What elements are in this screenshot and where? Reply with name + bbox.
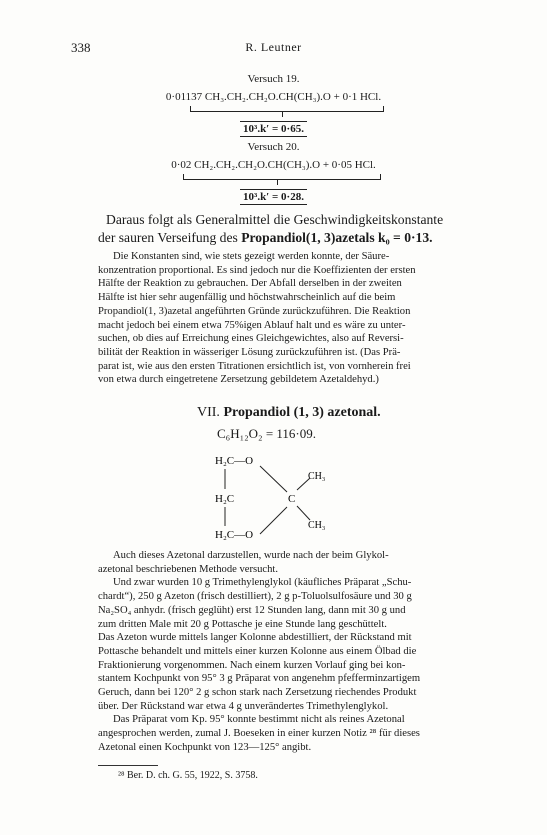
- conclusion-constant: Propandiol(1, 3)azetals k₀ = 0·13.: [241, 230, 433, 245]
- structure-top-left: H₂C—O: [215, 455, 254, 467]
- experiment-20-bracket: [183, 174, 381, 180]
- discussion-line: macht jedoch bei einem etwa 75%igen Ablauf halt und es wäre zu unter-: [98, 319, 406, 331]
- conclusion: [98, 211, 486, 247]
- experiment-19-bracket-stem: [282, 111, 283, 117]
- body-line: über. Der Rückstand war etwa 4 g unverändertes Trimethylenglykol.: [98, 700, 389, 712]
- experiment-20-result: 10³.k′ = 0·28.: [240, 189, 307, 205]
- bond-top-o-to-c: [260, 466, 287, 492]
- discussion-line: Die Konstanten sind, wie stets gezeigt werden konnte, der Säure-: [113, 251, 390, 262]
- body-line: Und zwar wurden 10 g Trimethylenglykol (käufliches Präparat „Schu-: [113, 577, 412, 589]
- experiment-19-formula: 0·01137 CH₃.CH₂.CH₂O.CH(CH₃).O + 0·1 HCl.: [165, 91, 382, 103]
- experiment-20-bracket-stem: [277, 179, 278, 185]
- conclusion-line-2-text: der sauren Verseifung des: [98, 230, 242, 245]
- structure-top-right: CH₃: [308, 471, 326, 482]
- experiment-20-formula: 0·02 CH₂.CH₂.CH₂O.CH(CH₃).O + 0·05 HCl.: [171, 159, 376, 171]
- structure-bot-left: H₂C—O: [215, 529, 254, 541]
- discussion-line: bilität der Reaktion in wässeriger Lösung zurückzuführen ist. (Das Prä-: [98, 346, 401, 358]
- page-number: 338: [71, 40, 91, 55]
- bond-c-to-bottom-methyl: [297, 506, 310, 520]
- section-title: Propandiol (1, 3) azetonal.: [223, 405, 381, 420]
- body-line: Das Präparat vom Kp. 95° konnte bestimmt nicht als reines Azetonal: [113, 714, 405, 726]
- bond-c-to-top-methyl: [297, 478, 310, 490]
- footnote-rule: [98, 765, 158, 766]
- discussion-line: von etwa durch eingetretene Zersetzung gebildetem Azetaldehyd.): [98, 374, 379, 386]
- body-line: chardt“), 250 g Azeton (frisch destilliert), 2 g p-Toluolsulfosäure und 30 g: [98, 591, 412, 603]
- structural-formula: [215, 452, 345, 544]
- body-line: Geruch, dann bei 120° 2 g schon stark nach Zersetzung riechendes Produkt: [98, 687, 417, 699]
- experiment-19-title: Versuch 19.: [247, 73, 300, 85]
- experiment-19-result-wrap: [0, 119, 547, 137]
- structure-mid-left: H₂C: [215, 493, 235, 505]
- experiment-19-bracket: [190, 106, 384, 112]
- structure-center-carbon: C: [288, 493, 296, 505]
- discussion-line: konzentration proportional. Es sind jedoch nur die Koeffizienten der ersten: [98, 264, 416, 276]
- body-line: Fraktionierung vorgenommen. Nach einem kurzen Vorlauf ging bei kon-: [98, 659, 406, 671]
- body-text: [98, 549, 486, 755]
- bond-bottom-o-to-c: [260, 507, 287, 534]
- body-line: angesprochen werden, zumal J. Boeseken in einer kurzen Notiz ²⁸ für dieses: [98, 728, 420, 740]
- section-formula: C₆H₁₂O₂ = 116·09.: [217, 426, 317, 441]
- body-line: Auch dieses Azetonal darzustellen, wurde nach der beim Glykol-: [113, 550, 389, 561]
- body-line: Das Azeton wurde mittels langer Kolonne abdestilliert, der Rückstand mit: [98, 632, 412, 644]
- experiment-20-title: Versuch 20.: [247, 141, 300, 153]
- discussion-line: Hälfte der Reaktion zu gebrauchen. Der Abfall derselben in der zweiten: [98, 278, 402, 290]
- footnote: ²⁸ Ber. D. ch. G. 55, 1922, S. 3758.: [118, 770, 258, 781]
- section-heading: [197, 405, 381, 421]
- structure-bot-right: CH₃: [308, 520, 326, 531]
- discussion-line: Hälfte ist hier sehr augenfällig und höchstwahrscheinlich auf die beim: [98, 292, 396, 304]
- discussion-line: Propandiol(1, 3)azetal angeführten Gründe zurückzuführen. Die Reaktion: [98, 305, 411, 317]
- body-line: zum dritten Male mit 20 g Pottasche je eine Stunde lang geschüttelt.: [98, 618, 387, 630]
- body-line: azetonal beschriebenen Methode versucht.: [98, 563, 279, 575]
- conclusion-line-1: Daraus folgt als Generalmittel die Geschwindigkeitskonstante: [106, 212, 444, 227]
- experiment-19-result: 10³.k′ = 0·65.: [240, 121, 307, 137]
- conclusion-line-2: [98, 229, 486, 247]
- experiment-20-result-wrap: [0, 187, 547, 205]
- discussion-line: suchen, ob dies auf Erreichung eines Gleichgewichtes, also auf Reversi-: [98, 333, 404, 345]
- section-number: VII.: [197, 405, 220, 420]
- body-line: Na₂SO₄ anhydr. (frisch geglüht) erst 12 Stunden lang, dann mit 30 g und: [98, 604, 406, 616]
- running-head: R. Leutner: [245, 40, 302, 54]
- discussion-paragraph: [98, 250, 486, 387]
- discussion-line: parat ist, wie aus den ersten Titrationen ersichtlich ist, von vornherein frei: [98, 360, 411, 372]
- body-line: Azetonal einen Kochpunkt von 123—125° angibt.: [98, 741, 312, 753]
- body-line: Pottasche behandelt und mittels einer kurzen Kolonne aus einem Ölbad die: [98, 645, 417, 657]
- body-line: stantem Kochpunkt von 95° 3 g Präparat von angenehm pfefferminzartigem: [98, 673, 421, 685]
